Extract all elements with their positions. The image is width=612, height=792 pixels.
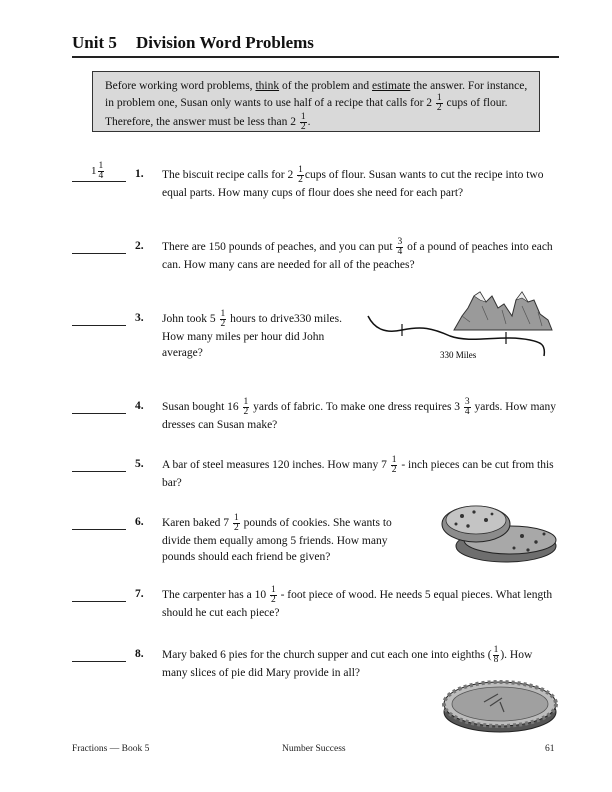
problem-number: 5. (135, 458, 144, 470)
problem-text: John took 5 $\frac{1}{2}$ hours to drive330 miles. How many miles per hour did John average? (162, 309, 342, 359)
problem-text: Mary baked 6 pies for the church supper and cut each one into eighths ( $\frac{1}{8}$ ). How many slices of pie did Mary provide in all? (162, 645, 533, 679)
problem-number: 8. (135, 648, 144, 660)
problem-text: The carpenter has a 10 $\frac{1}{2}$ - foot piece of wood. He needs 5 equal pieces. What length should he cut each piece? (162, 585, 553, 619)
answer-value: 1 $\frac{1}{4}$ (91, 161, 104, 181)
answer-blank[interactable] (72, 316, 126, 326)
problem-number: 4. (135, 400, 144, 412)
unit-label: Unit 5 (72, 33, 117, 52)
problem-number: 3. (135, 312, 144, 324)
footer-series: Number Success (282, 744, 346, 754)
intro-think: think (255, 80, 280, 92)
answer-blank[interactable] (72, 462, 126, 472)
answer-blank[interactable] (72, 592, 126, 602)
pie-illustration (440, 672, 560, 736)
problem-number: 2. (135, 240, 144, 252)
answer-blank[interactable] (72, 520, 126, 530)
mountain-road-illustration (362, 286, 562, 366)
answer-blank[interactable] (72, 404, 126, 414)
problem-text: The biscuit recipe calls for 2 $\frac{1}{2}$ cups of flour. Susan wants to cut the recipe into two equal parts. How many cups of flour does she need for each part? (162, 165, 544, 199)
intro-text: . (307, 116, 311, 129)
problem-text: Susan bought 16 $\frac{1}{2}$ yards of fabric. To make one dress requires 3 $\frac{3}{4}$ yards. How many dresses can Susan make? (162, 397, 556, 431)
problem-text: There are 150 pounds of peaches, and you can put $\frac{3}{4}$ of a pound of peaches into each can. How many cans are needed for all of the peaches? (162, 237, 553, 271)
road-distance-label: 330 Miles (440, 350, 477, 360)
page-title (72, 33, 314, 53)
intro-text: the answer. For instance, in problem one, Susan only wants to use half of a recipe that calls for 2 (105, 80, 528, 110)
problem-text: Karen baked 7 $\frac{1}{2}$ pounds of cookies. She wants to divide them equally among 5 friends. How many pounds should each friend be given? (162, 513, 392, 563)
intro-text: Before working word problems, (105, 80, 256, 92)
page-number: 61 (545, 744, 555, 754)
problem-number: 1. (135, 168, 144, 180)
fraction: $\frac{1}{2}$ (300, 112, 306, 132)
intro-text: of the problem and (279, 80, 373, 92)
title-text: Division Word Problems (136, 33, 314, 52)
title-divider (72, 56, 559, 58)
problem-text: A bar of steel measures 120 inches. How many 7 $\frac{1}{2}$ - inch pieces can be cut from this bar? (162, 455, 554, 489)
answer-blank[interactable] (72, 244, 126, 254)
answer-blank[interactable] (72, 652, 126, 662)
fraction: $\frac{1}{2}$ (436, 93, 442, 113)
problem-number: 7. (135, 588, 144, 600)
problem-number: 6. (135, 516, 144, 528)
intro-text: cups of flour. Therefore, the answer must be less than 2 (105, 97, 508, 129)
cookies-illustration (440, 494, 560, 566)
intro-box (92, 71, 540, 132)
intro-estimate: estimate (372, 80, 411, 92)
footer-book: Fractions — Book 5 (72, 744, 150, 754)
